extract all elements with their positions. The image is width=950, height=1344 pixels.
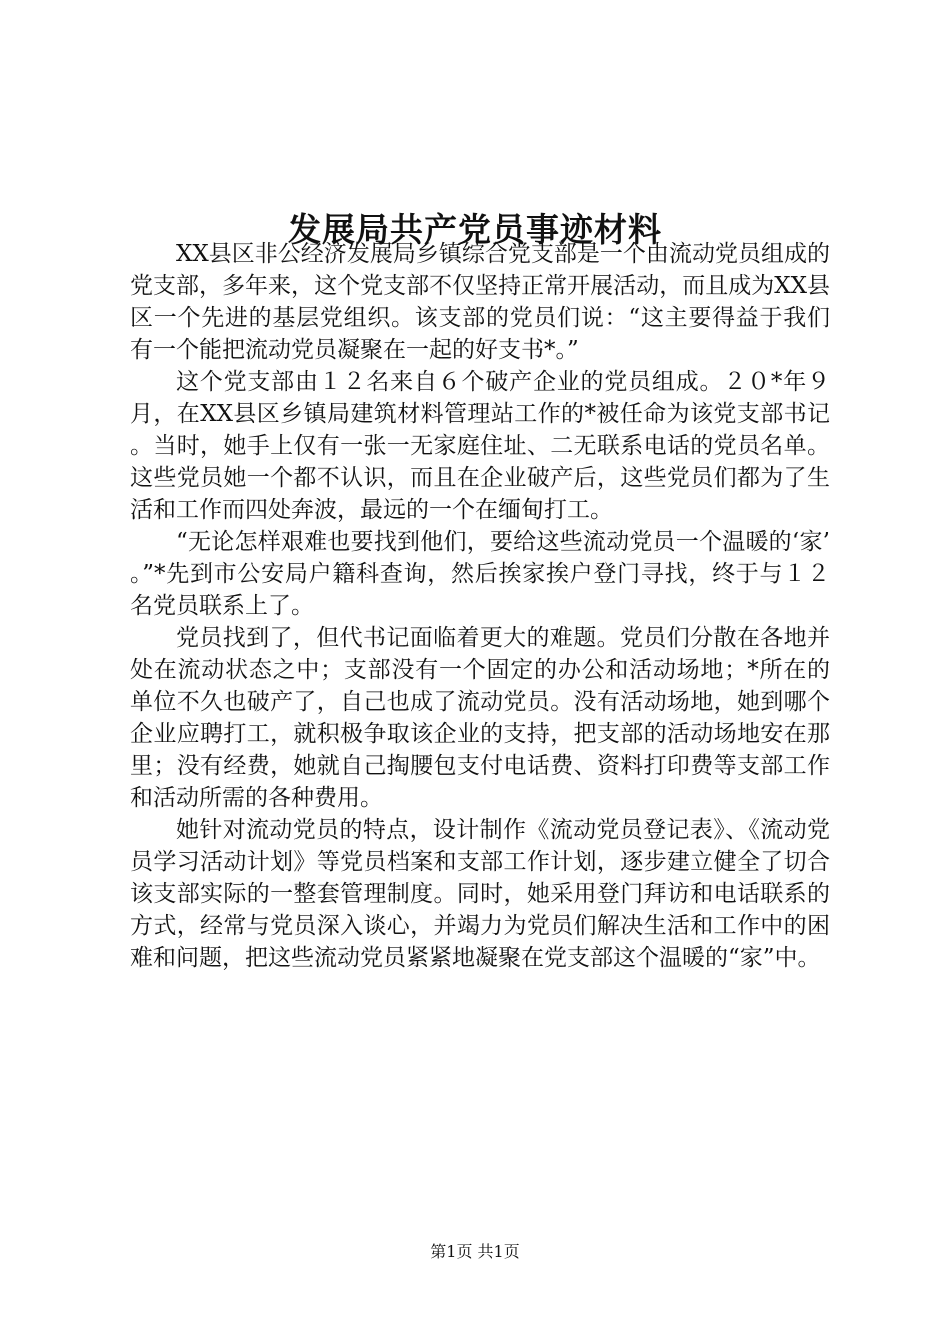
paragraph-3: “无论怎样艰难也要找到他们，要给这些流动党员一个温暖的‘家’。”*先到市公安局户籍科查询，然后挨家挨户登门寻找，终于与１２名党员联系上了。: [130, 529, 830, 619]
document-body: [130, 238, 830, 974]
paragraph-5: 她针对流动党员的特点，设计制作《流动党员登记表》、《流动党员学习活动计划》等党员档案和支部工作计划，逐步建立健全了切合该支部实际的一整套管理制度。同时，她采用登门拜访和电话联系的方式，经常与党员深入谈心，并竭力为党员们解决生活和工作中的困难和问题，把这些流动党员紧紧地凝聚在党支部这个温暖的“家”中。: [130, 817, 830, 971]
page-footer: 第1页 共1页: [430, 1242, 520, 1261]
paragraph-1: XX县区非公经济发展局乡镇综合党支部是一个由流动党员组成的党支部，多年来，这个党支部不仅坚持正常开展活动，而且成为XX县区一个先进的基层党组织。该支部的党员们说：“这主要得益于我们有一个能把流动党员凝聚在一起的好支书*。”: [130, 241, 830, 363]
page-title: 发展局共产党员事迹材料: [288, 210, 662, 250]
paragraph-4: 党员找到了，但代书记面临着更大的难题。党员们分散在各地并处在流动状态之中；支部没有一个固定的办公和活动场地；*所在的单位不久也破产了，自己也成了流动党员。没有活动场地，她到哪个企业应聘打工，就积极争取该企业的支持，把支部的活动场地安在那里；没有经费，她就自己掏腰包支付电话费、资料打印费等支部工作和活动所需的各种费用。: [130, 625, 830, 811]
paragraph-2: 这个党支部由１２名来自６个破产企业的党员组成。２０*年９月，在XX县区乡镇局建筑材料管理站工作的*被任命为该党支部书记。当时，她手上仅有一张一无家庭住址、二无联系电话的党员名单。这些党员她一个都不认识，而且在企业破产后，这些党员们都为了生活和工作而四处奔波，最远的一个在缅甸打工。: [130, 369, 830, 523]
